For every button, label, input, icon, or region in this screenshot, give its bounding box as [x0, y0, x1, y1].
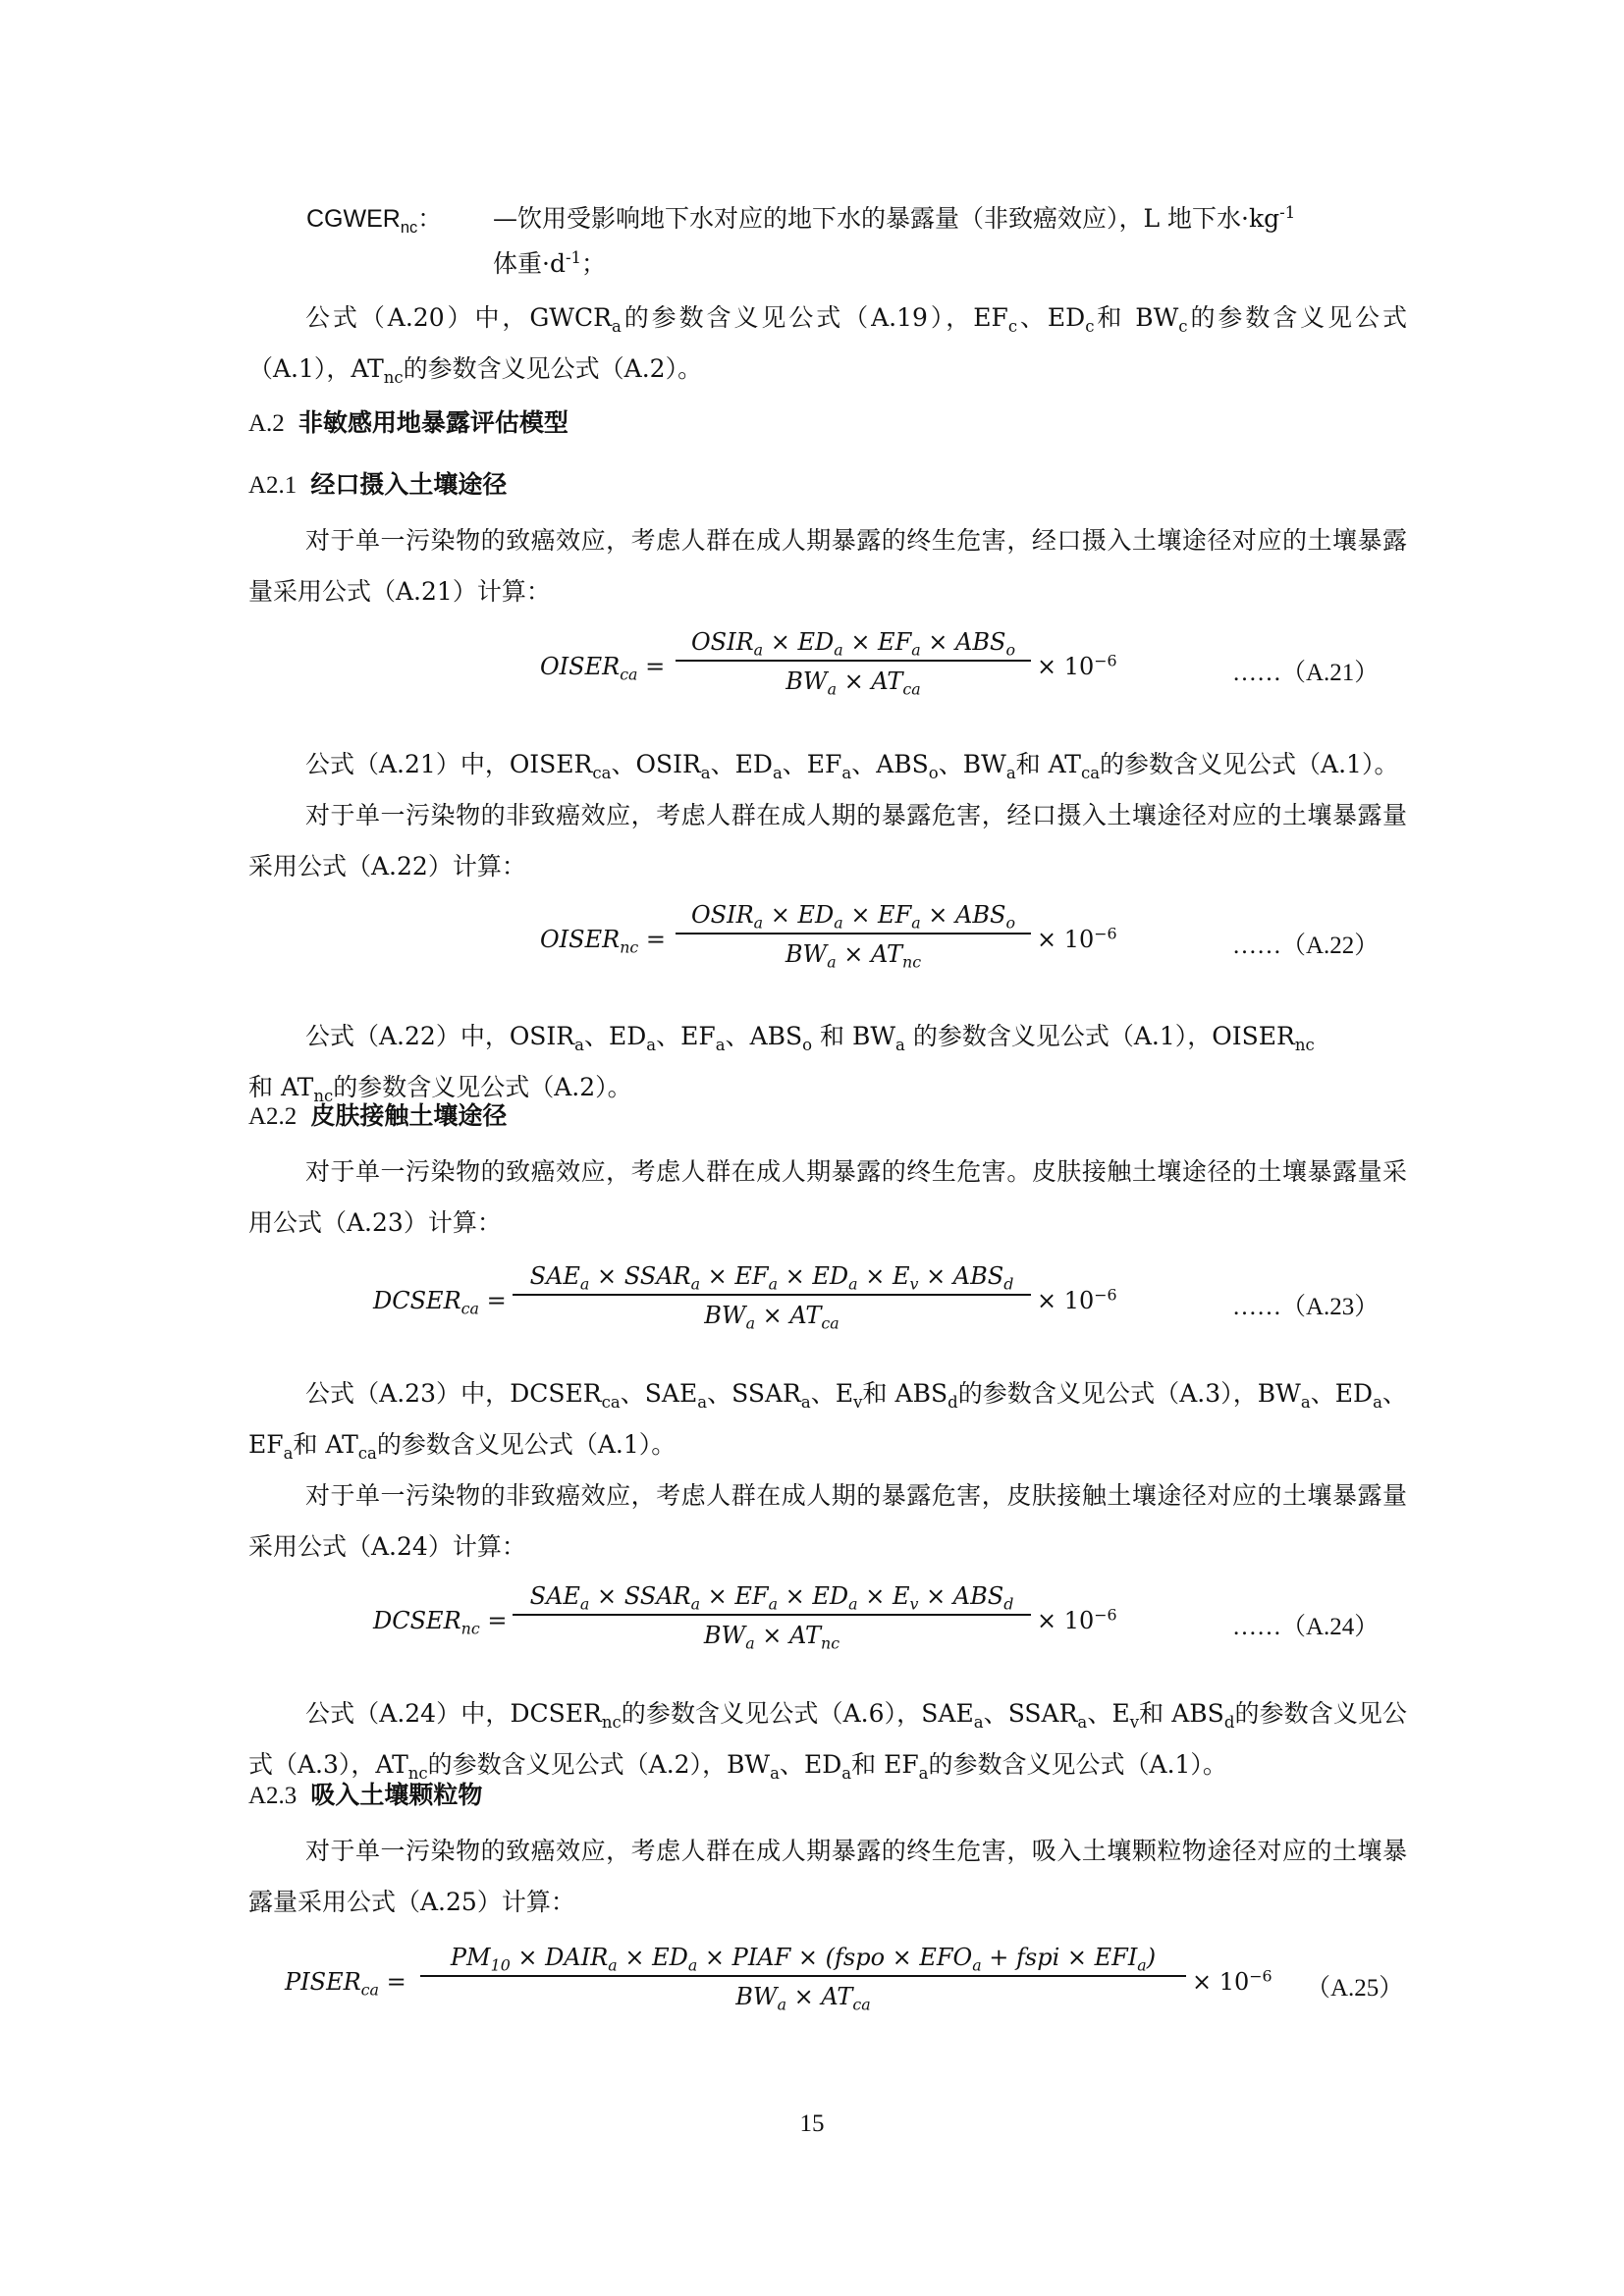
equation-number: ……（A.23） — [1232, 1294, 1380, 1320]
fraction-bar — [676, 660, 1031, 662]
paragraph-a21-note: 公式（A.21）中，$OISER_{ca}$、$OSIR_a$、$ED_a$、$EF_a$、$ABS_o$、$BW_a$和 $AT_{ca}$的参数含义见公式（A.1）。 — [305, 750, 1399, 782]
equation-number: ……（A.22） — [1232, 933, 1380, 959]
equation-lhs: $DCSER_{nc}$ = — [373, 1607, 508, 1638]
equation-number: （A.25） — [1306, 1975, 1404, 2002]
section-heading-a2-1: A2.1 经口摄入土壤途径 — [248, 470, 508, 499]
equation-multiplier: × $10^{-6}$ — [1192, 1966, 1272, 1996]
equation-denominator: $BW_a \times AT_{nc}$ — [703, 1622, 840, 1653]
section-heading-a2: A.2 非敏感用地暴露评估模型 — [248, 408, 568, 437]
equation-lhs: $PISER_{ca}$ = — [285, 1968, 406, 2000]
definition-cgwer-nc — [306, 196, 1406, 294]
page-number: 15 — [799, 2110, 825, 2137]
equation-fraction — [513, 1582, 1031, 1653]
equation-a24 — [0, 1582, 1624, 1671]
equation-numerator: $SAE_a$ × $SSAR_a \times EF_a \times ED_a \times E_v \times ABS_d$ — [529, 1262, 1014, 1294]
paragraph-oral-noncarcinogenic: 对于单一污染物的非致癌效应，考虑人群在成人期的暴露危害，经口摄入土壤途径对应的土壤暴露量采用公式（A.22）计算： — [248, 801, 1407, 881]
equation-fraction — [676, 901, 1031, 972]
equation-fraction — [420, 1944, 1186, 2014]
section-heading-a2-2: A2.2 皮肤接触土壤途径 — [248, 1101, 508, 1130]
equation-lhs: $OISER_{nc}$ = — [540, 926, 666, 957]
fraction-bar — [676, 933, 1031, 934]
equation-multiplier: × $10^{-6}$ — [1037, 1605, 1117, 1634]
equation-denominator: $BW_a \times AT_{ca}$ — [785, 667, 921, 699]
equation-a25 — [0, 1944, 1624, 2032]
paragraph-dermal-noncarcinogenic: 对于单一污染物的非致癌效应，考虑人群在成人期的暴露危害，皮肤接触土壤途径对应的土壤暴露量采用公式（A.24）计算： — [248, 1481, 1407, 1561]
equation-fraction — [513, 1262, 1031, 1333]
paragraph-a20-note: 公式（A.20）中，$GWCR_a$的参数含义见公式（A.19），$EF_c$、$ED_c$和 $BW_c$的参数含义见公式（A.1），$AT_{nc}$的参数含义见公式（A.2）。 — [248, 303, 1407, 387]
fraction-bar — [420, 1975, 1186, 1977]
paragraph-a23-note: 公式（A.23）中，$DCSER_{ca}$、$SAE_a$、$SSAR_a$、$E_v$和 $ABS_d$的参数含义见公式（A.3），$BW_a$、$ED_a$、$EF_a$和 $AT_{ca}$的参数含义见公式（A.1）。 — [248, 1379, 1407, 1463]
definition-symbol: $CGWER_{nc}$： — [306, 205, 443, 237]
fraction-bar — [513, 1614, 1031, 1616]
paragraph-a22-note: 公式（A.22）中，$OSIR_a$、$ED_a$、$EF_a$、$ABS_o$ 和 $BW_a$ 的参数含义见公式（A.1），$OISER_{nc}$ 和 $AT_{nc}$的参数含义见公式（A.2）。 — [248, 1022, 1315, 1105]
equation-number: ……（A.24） — [1232, 1614, 1380, 1640]
equation-numerator: $OSIR_a \times ED_a \times EF_a \times ABS_o$ — [691, 628, 1015, 660]
equation-denominator: $BW_a \times AT_{ca}$ — [704, 1302, 839, 1333]
equation-multiplier: × $10^{-6}$ — [1037, 924, 1117, 953]
paragraph-a24-note: 公式（A.24）中，$DCSER_{nc}$的参数含义见公式（A.6），$SAE_a$、$SSAR_a$、$E_v$和 $ABS_d$的参数含义见公式（A.3），$AT_{nc}$的参数含义见公式（A.2），$BW_a$、$ED_a$和 $EF_a$的参数含义见公式（A.1）。 — [248, 1699, 1408, 1783]
equation-multiplier: × $10^{-6}$ — [1037, 651, 1117, 680]
equation-lhs: $DCSER_{ca}$ = — [373, 1287, 507, 1318]
definition-description: —饮用受影响地下水对应的地下水的暴露量（非致癌效应），L 地下水$\cdot kg^{-1}$ 体重$\cdot d^{-1}$； — [493, 202, 1296, 278]
equation-a22 — [0, 901, 1624, 989]
equation-numerator: $SAE_a$ × $SSAR_a \times EF_a \times ED_a \times E_v \times ABS_d$ — [529, 1582, 1014, 1614]
section-heading-a2-3: A2.3 吸入土壤颗粒物 — [248, 1781, 483, 1809]
equation-numerator: $PM_{10}$ × $DAIR_a \times ED_a$ × PIAF × (fspo × $EFO_a$ + fspi × $EFI_a$) — [450, 1944, 1157, 1975]
equation-lhs: $OISER_{ca}$ = — [540, 653, 666, 684]
fraction-bar — [513, 1294, 1031, 1296]
paragraph-inhalation-carcinogenic: 对于单一污染物的致癌效应，考虑人群在成人期暴露的终生危害，吸入土壤颗粒物途径对应的土壤暴露量采用公式（A.25）计算： — [248, 1837, 1407, 1916]
equation-denominator: $BW_a \times AT_{nc}$ — [785, 940, 922, 972]
equation-multiplier: × $10^{-6}$ — [1037, 1285, 1117, 1314]
equation-denominator: $BW_a \times AT_{ca}$ — [735, 1983, 871, 2014]
equation-numerator: $OSIR_a \times ED_a \times EF_a \times ABS_o$ — [691, 901, 1015, 933]
equation-fraction — [676, 628, 1031, 699]
equation-number: ……（A.21） — [1232, 660, 1380, 686]
equation-a23 — [0, 1262, 1624, 1351]
equation-a21 — [0, 628, 1624, 717]
paragraph-dermal-carcinogenic: 对于单一污染物的致癌效应，考虑人群在成人期暴露的终生危害。皮肤接触土壤途径的土壤暴露量采用公式（A.23）计算： — [248, 1157, 1407, 1237]
paragraph-oral-carcinogenic: 对于单一污染物的致癌效应，考虑人群在成人期暴露的终生危害，经口摄入土壤途径对应的土壤暴露量采用公式（A.21）计算： — [248, 526, 1407, 606]
